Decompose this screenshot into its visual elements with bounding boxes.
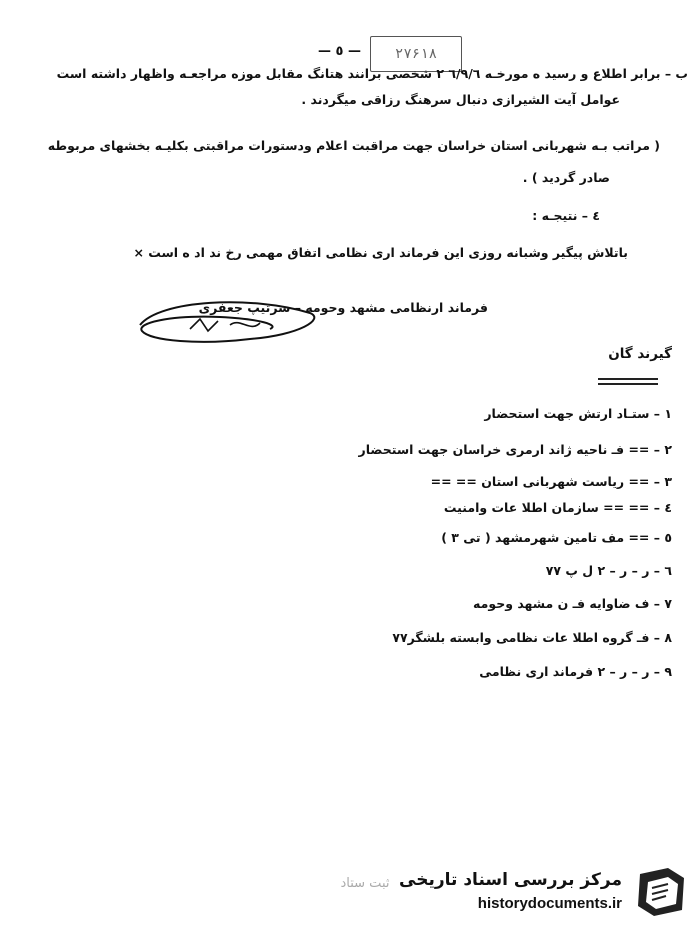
recipient-item: ۸ – فـ گروه اطلا عات نظامی وابسته بلشگر۷۷ bbox=[392, 630, 672, 645]
recipient-item: ۲ – == فـ ناحیه ژاند ارمری خراسان جهت استحضار bbox=[358, 442, 672, 457]
body-line-4: صادر گردید ) . bbox=[522, 170, 610, 185]
body-line-1: ب – برابر اطلاع و رسید ه مورخـه ٦/۹/٦ ٢ شخصی برانند هتانگ مقابل موزه مراجعـه واظهار داشته است bbox=[56, 66, 688, 81]
recipient-item: ٦ – ر – ر – ۲ ل پ ۷۷ bbox=[545, 563, 672, 578]
recipient-item: ٥ – == مف تامین شهرمشهد ( تی ۳ ) bbox=[441, 530, 672, 545]
recipient-item: ۷ – ف ضاوایه فـ ن مشهد وحومه bbox=[473, 596, 672, 611]
recipient-item: ۱ – ستـاد ارتش جهت استحضار bbox=[484, 406, 672, 421]
result-line: باتلاش پیگیر وشبانه روزی این فرماند اری نظامی اتفاق مهمی رخ ند اد ه است × bbox=[133, 245, 628, 260]
body-line-3: ( مراتب بـه شهربانی استان خراسان جهت مراقبت اعلام ودستورات مراقبتی بکلیـه بخشهای مربوطه bbox=[47, 138, 660, 153]
stamp-number: ۲۷۶۱۸ bbox=[394, 46, 438, 62]
handwritten-signature bbox=[130, 295, 330, 355]
recipient-item: ٤ – == == سازمان اطلا عات وامنیت bbox=[443, 500, 672, 515]
site-title: مرکز بررسی اسناد تاریخی bbox=[399, 870, 622, 890]
faded-stamp-text: ثبت ستاد bbox=[340, 875, 390, 891]
signature-caption: فرماند ارنظامی مشهد وحومه – سرتیپ جعفری bbox=[198, 300, 488, 315]
recipient-item: ۳ – == ریاست شهربانی استان == == bbox=[430, 474, 672, 489]
watermark-logo bbox=[399, 864, 692, 920]
body-line-2: عوامل آیت الشیرازی دنبال سرهنگ رزاقی میگردند . bbox=[301, 92, 620, 107]
recipient-item: ۹ – ر – ر – ۲ فرماند اری نظامی bbox=[479, 664, 672, 679]
section-4-heading: ٤ – نتیجـه : bbox=[532, 208, 600, 223]
site-url: historydocuments.ir bbox=[477, 895, 622, 912]
book-logo-icon bbox=[634, 866, 688, 918]
heading-underline bbox=[598, 378, 658, 385]
dash-mark: — ٥ — bbox=[318, 44, 361, 59]
recipients-heading: گیرند گان bbox=[608, 346, 672, 362]
